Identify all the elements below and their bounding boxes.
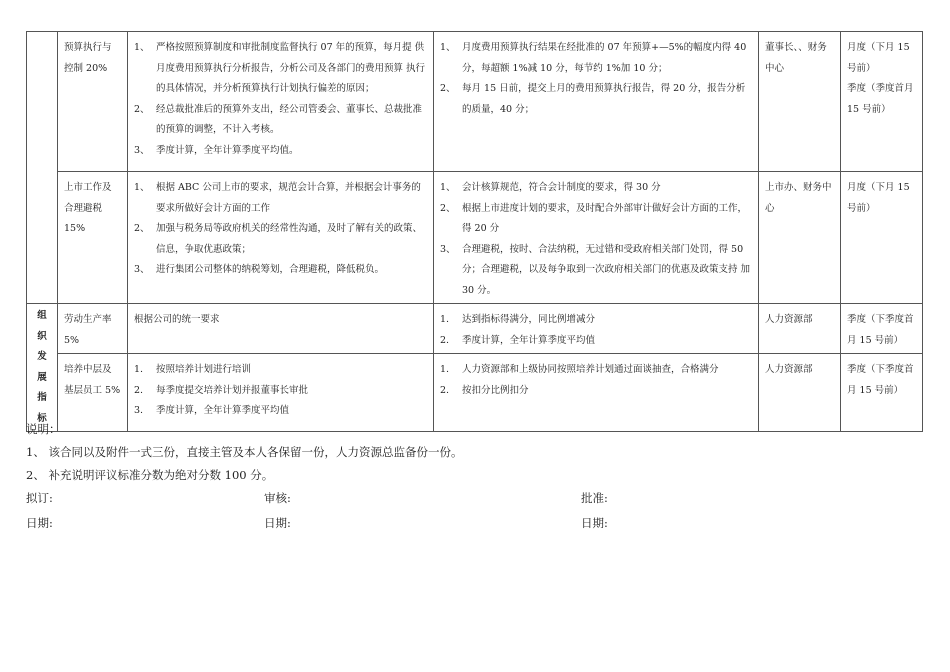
category-cell: 组 织 发 展 指 标: [27, 304, 58, 432]
kpi-table: [26, 31, 923, 432]
period-cell: 月度（下月 15 号前） 季度（季度首月 15 号前）: [841, 32, 923, 172]
table-row: [27, 304, 923, 354]
content-cell: [128, 32, 434, 172]
date-label: 日期:: [581, 516, 608, 530]
category-cell-empty: [27, 32, 58, 304]
list-item: 1、 会计核算规范，符合会计制度的要求，得 30 分: [440, 182, 661, 193]
list-item: 3、 合理避税，按时、合法纳税，无过错和受政府相关部门处罚，得 50 分；合理避税，以及每争取到一次政府相关部门的优惠及政策支持 加 30 分。: [440, 243, 751, 296]
table-row: [27, 172, 923, 304]
list-item: 1. 人力资源部和上级协同按照培养计划通过面谈抽查，合格满分: [440, 364, 719, 376]
standard-cell: [434, 304, 759, 354]
indicator-cell: 预算执行与 控制 20%: [58, 32, 128, 172]
drafter-label: 拟订:: [26, 491, 53, 505]
indicator-cell: 培养中层及 基层员工 5%: [58, 354, 128, 432]
list-item: 2. 季度计算，全年计算季度平均值: [440, 334, 596, 346]
standard-cell: [434, 172, 759, 304]
list-item: 2、 根据上市进度计划的要求，及时配合外部审计做好会计方面的工作，得 20 分: [440, 202, 748, 234]
list-item: 1、 月度费用预算执行结果在经批准的 07 年预算+—5%的幅度内得 40 分，每超额 1%减 10 分，每节约 1%加 10 分；: [440, 42, 747, 74]
notes-title: 说明：: [26, 422, 61, 436]
list-item: 2、 每月 15 日前，提交上月的费用预算执行报告，得 20 分，报告分析 的质量，40 分；: [440, 83, 746, 115]
period-cell: 季度（下季度首月 15 号前）: [841, 354, 923, 432]
approver-label: 批准:: [581, 491, 608, 505]
list-item: 2. 每季度提交培养计划并报董事长审批: [134, 384, 309, 396]
list-item: 3、 季度计算，全年计算季度平均值。: [134, 144, 299, 156]
list-item: 1. 达到指标得满分，同比例增减分: [440, 314, 596, 325]
table-row: [27, 32, 923, 172]
standard-cell: [434, 32, 759, 172]
provider-cell: 上市办、财务中心: [759, 172, 841, 304]
list-item: 1. 按照培养计划进行培训: [134, 364, 252, 376]
content-cell: 根据公司的统一要求: [128, 304, 434, 354]
date-label: 日期:: [264, 516, 291, 530]
reviewer-label: 审核:: [264, 491, 291, 505]
list-item: 3. 季度计算，全年计算季度平均值: [134, 405, 290, 417]
list-item: 1、 根据 ABC 公司上市的要求，规范会计合算，并根据会计事务的要求所做好会计方面的工作: [134, 182, 421, 214]
note-line: 2、 补充说明评议标准分数为绝对分数 100 分。: [26, 468, 274, 482]
list-item: 2、 经总裁批准后的预算外支出，经公司管委会、董事长、总裁批准的预算的调整，不计入考核。: [134, 103, 423, 135]
note-line: 1、 该合同以及附件一式三份，直接主管及本人各保留一份，人力资源总监备份一份。: [26, 445, 463, 459]
provider-cell: 人力资源部: [759, 354, 841, 432]
date-label: 日期:: [26, 516, 53, 530]
list-item: 2、 加强与税务局等政府机关的经常性沟通，及时了解有关的政策、信息，争取优惠政策；: [134, 223, 423, 255]
period-cell: 季度（下季度首月 15 号前）: [841, 304, 923, 354]
provider-cell: 董事长、、财务中心: [759, 32, 841, 172]
notes-section: [26, 418, 926, 487]
list-item: 1、 严格按照预算制度和审批制度监督执行 07 年的预算，每月提 供月度费用预算执行分析报告，分析公司及各部门的费用预算 执行的具体情况，并分析预算执行计划执行偏差的原因；: [134, 42, 426, 94]
content-cell: [128, 172, 434, 304]
indicator-cell: 上市工作及 合理避税 15%: [58, 172, 128, 304]
indicator-cell: 劳动生产率 5%: [58, 304, 128, 354]
period-cell: 月度（下月 15 号前）: [841, 172, 923, 304]
provider-cell: 人力资源部: [759, 304, 841, 354]
list-item: 3、 进行集团公司整体的纳税筹划，合理避税，降低税负。: [134, 264, 385, 275]
list-item: 2. 按扣分比例扣分: [440, 384, 529, 396]
